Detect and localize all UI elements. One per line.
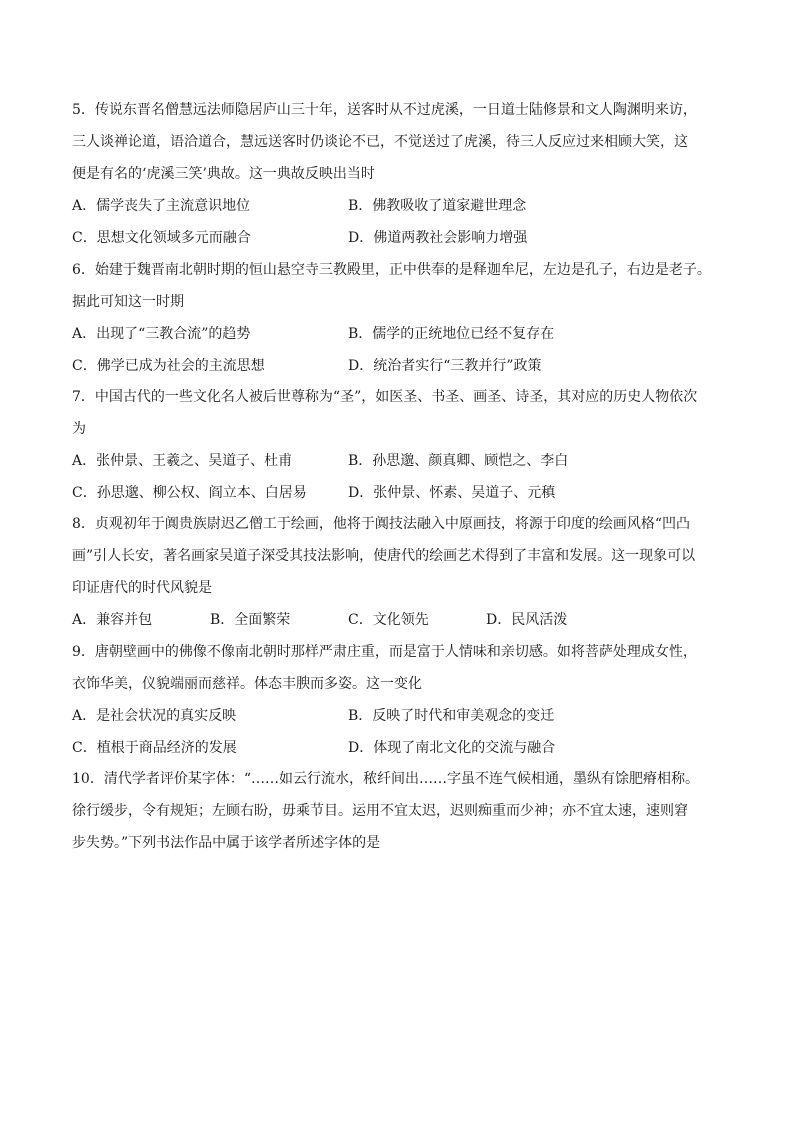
option-row [72, 318, 732, 350]
option-c[interactable]: C．植根于商品经济的发展 [72, 740, 237, 756]
option-c[interactable]: C．佛学已成为社会的主流思想 [72, 358, 265, 374]
question-stem-line: 据此可知这一时期 [72, 294, 184, 310]
question-stem-line: 9．唐朝壁画中的佛像不像南北朝时那样严肃庄重，而是富于人情味和亲切感。如将菩萨处理成女性， [72, 644, 697, 660]
option-b[interactable]: B．佛教吸收了道家避世理念 [348, 198, 527, 214]
option-d[interactable]: D．统治者实行“三教并行”政策 [348, 358, 542, 374]
option-d[interactable]: D．佛道两教社会影响力增强 [348, 230, 528, 246]
question-stem-line: 衣饰华美，仪貌端丽而慈祥。体态丰腴而多姿。这一变化 [72, 676, 422, 692]
question-stem-line: 步失势。”下列书法作品中属于该学者所述字体的是 [72, 835, 381, 851]
question-stem-line: 印证唐代的时代风貌是 [72, 580, 212, 596]
question-5 [72, 94, 732, 254]
option-b[interactable]: B．儒学的正统地位已经不复存在 [348, 326, 555, 342]
option-d[interactable]: D．张仲景、怀素、吴道子、元稹 [348, 485, 556, 501]
option-d[interactable]: D．体现了南北文化的交流与融合 [348, 740, 556, 756]
question-6 [72, 254, 732, 382]
option-row [72, 477, 732, 509]
question-8 [72, 508, 732, 636]
option-c[interactable]: C．孙思邈、柳公权、阎立本、白居易 [72, 485, 307, 501]
question-stem-line: 7．中国古代的一些文化名人被后世尊称为“圣”，如医圣、书圣、画圣、诗圣，其对应的历史人物依次 [72, 389, 698, 405]
question-stem-line: 8．贞观初年于阗贵族尉迟乙僧工于绘画，他将于阗技法融入中原画技，将源于印度的绘画风格“凹凸 [72, 516, 691, 532]
option-row [72, 350, 732, 382]
option-b[interactable]: B．反映了时代和审美观念的变迁 [348, 708, 555, 724]
option-d[interactable]: D．民风活泼 [486, 612, 568, 628]
question-stem-line: 徐行缓步，令有规矩；左顾右盼，毋乘节目。运用不宜太迟，迟则痴重而少神；亦不宜太速，速则窘 [72, 803, 688, 819]
option-c[interactable]: C．文化领先 [348, 612, 429, 628]
question-stem-line: 便是有名的‘虎溪三笑’典故。这一典故反映出当时 [72, 166, 375, 182]
option-a[interactable]: A．兼容并包 [72, 612, 153, 628]
option-row [72, 604, 732, 636]
question-10 [72, 763, 732, 859]
question-stem-line: 5．传说东晋名僧慧远法师隐居庐山三十年，送客时从不过虎溪，一日道士陆修景和文人陶渊明来访， [72, 102, 697, 118]
option-c[interactable]: C．思想文化领域多元而融合 [72, 230, 251, 246]
option-b[interactable]: B．全面繁荣 [210, 612, 291, 628]
option-row [72, 732, 732, 764]
option-a[interactable]: A．张仲景、王羲之、吴道子、杜甫 [72, 453, 293, 469]
option-row [72, 445, 732, 477]
question-stem-line: 为 [72, 421, 86, 437]
question-stem-line: 画”引人长安，著名画家吴道子深受其技法影响，使唐代的绘画艺术得到了丰富和发展。这一现象可以 [72, 548, 696, 564]
question-9 [72, 636, 732, 764]
question-stem-line: 6．始建于魏晋南北朝时期的恒山悬空寺三教殿里，正中供奉的是释迦牟尼，左边是孔子，右边是老子。 [72, 262, 711, 278]
option-row [72, 190, 732, 222]
question-stem-line: 10．清代学者评价某字体：“……如云行流水，秾纤间出……字虽不连气候相通，墨纵有馀肥瘠相称。 [72, 771, 699, 787]
question-stem-line: 三人谈禅论道，语洽道合，慧远送客时仍谈论不已，不觉送过了虎溪，待三人反应过来相顾大笑，这 [72, 134, 688, 150]
option-row [72, 700, 732, 732]
option-a[interactable]: A．出现了“三教合流”的趋势 [72, 326, 251, 342]
option-a[interactable]: A．是社会状况的真实反映 [72, 708, 237, 724]
option-row [72, 222, 732, 254]
question-7 [72, 381, 732, 509]
option-a[interactable]: A．儒学丧失了主流意识地位 [72, 198, 251, 214]
option-b[interactable]: B．孙思邈、颜真卿、顾恺之、李白 [348, 453, 569, 469]
